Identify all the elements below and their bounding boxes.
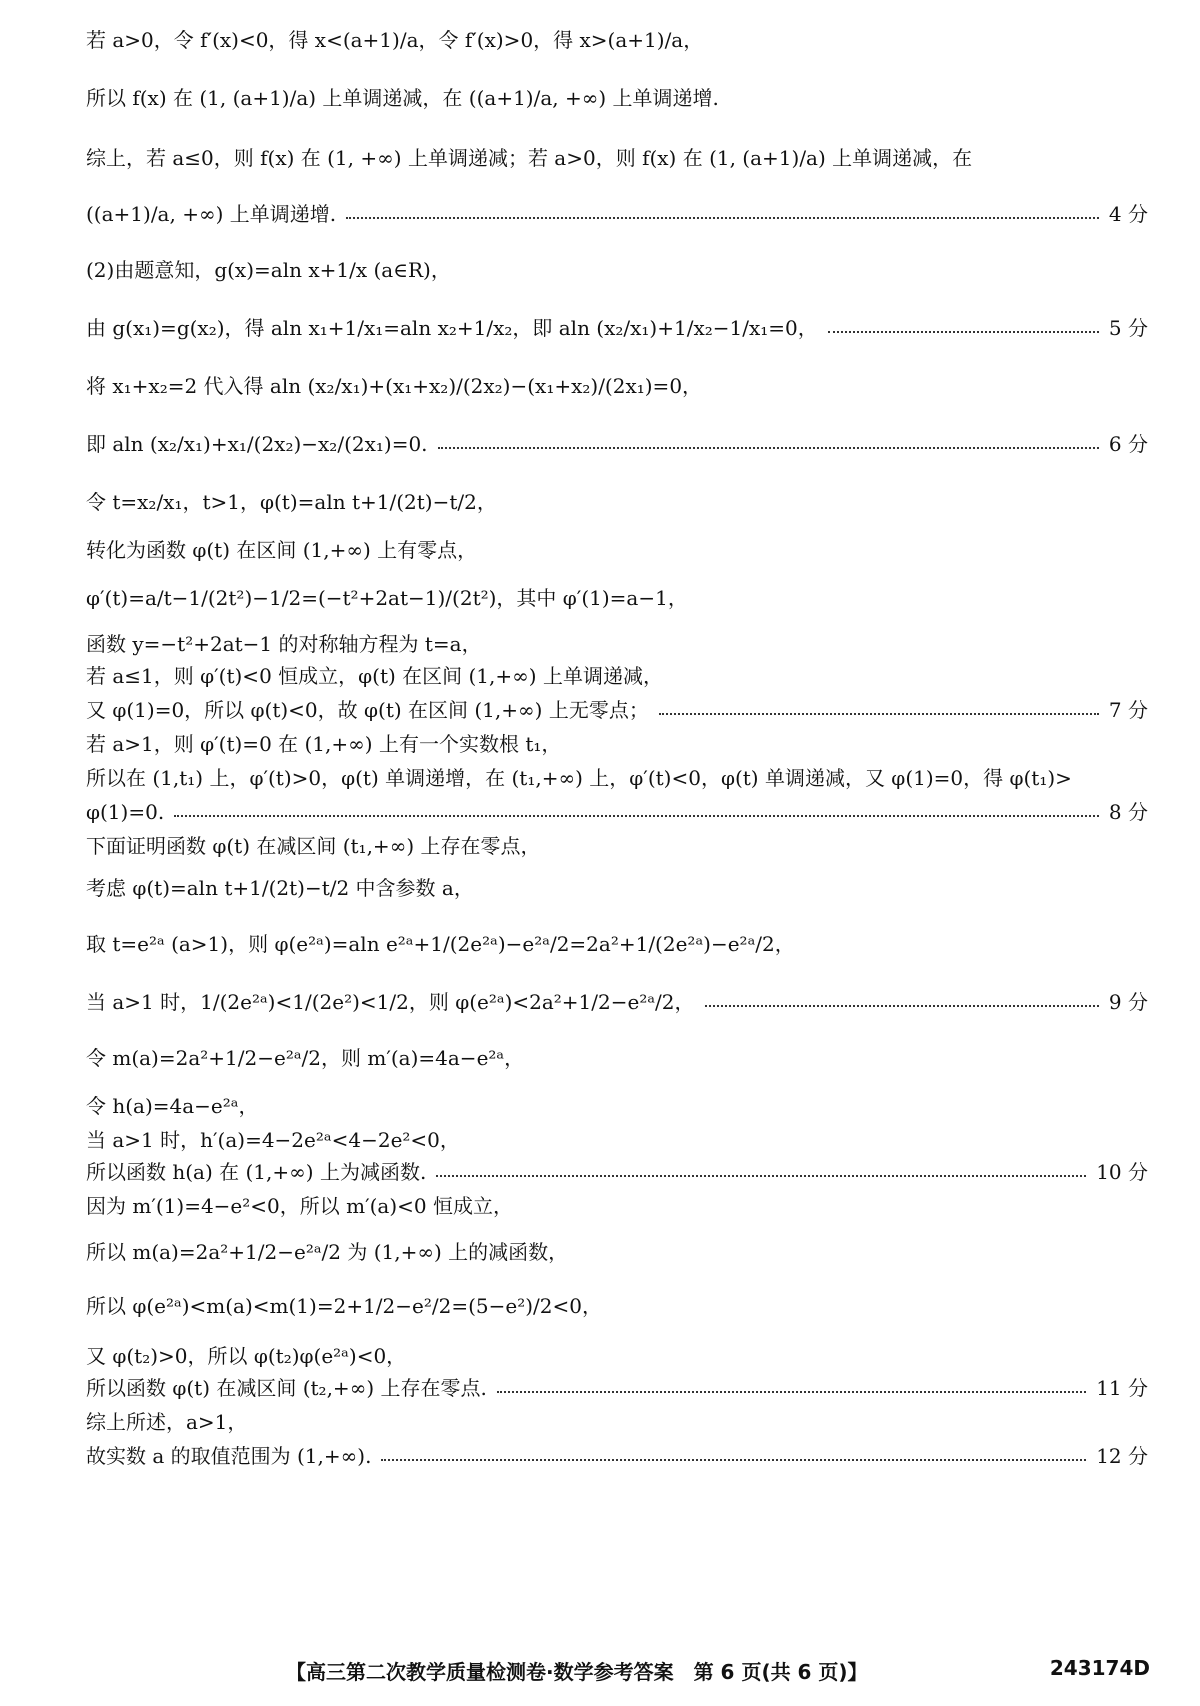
footer-title: 【高三第二次教学质量检测卷·数学参考答案 第 6 页(共 6 页)】 — [286, 1660, 868, 1684]
line-text: 故实数 a 的取值范围为 (1,+∞). — [86, 1444, 372, 1468]
dot-leader — [497, 1391, 1086, 1393]
solution-line — [86, 1094, 1148, 1118]
line-text: 又 φ(1)=0，所以 φ(t)<0，故 φ(t) 在区间 (1,+∞) 上无零点； — [86, 698, 649, 722]
solution-line — [86, 146, 1148, 170]
line-text: 即 aln (x₂/x₁)+x₁/(2x₂)−x₂/(2x₁)=0. — [86, 432, 428, 456]
score-label: 4 分 — [1108, 202, 1148, 226]
line-text: 又 φ(t₂)>0，所以 φ(t₂)φ(e²ᵃ)<0， — [86, 1344, 407, 1368]
dot-leader — [828, 331, 1099, 333]
solution-line — [86, 766, 1148, 790]
solution-line — [86, 28, 1148, 52]
solution-line — [86, 1444, 1148, 1468]
line-text: 若 a>0，令 f′(x)<0，得 x<(a+1)/a，令 f′(x)>0，得 x>(a+1)/a， — [86, 28, 704, 52]
line-text: 所以函数 h(a) 在 (1,+∞) 上为减函数. — [86, 1160, 427, 1184]
line-text: 考虑 φ(t)=aln t+1/(2t)−t/2 中含参数 a， — [86, 876, 474, 900]
line-text: 由 g(x₁)=g(x₂)，得 aln x₁+1/x₁=aln x₂+1/x₂，即 aln (x₂/x₁)+1/x₂−1/x₁=0， — [86, 316, 818, 340]
score-label: 12 分 — [1096, 1444, 1148, 1468]
solution-line — [86, 932, 1148, 956]
line-text: 将 x₁+x₂=2 代入得 aln (x₂/x₁)+(x₁+x₂)/(2x₂)−(x₁+x₂)/(2x₁)=0， — [86, 374, 703, 398]
line-text: 若 a≤1，则 φ′(t)<0 恒成立，φ(t) 在区间 (1,+∞) 上单调递减， — [86, 664, 663, 688]
line-text: 若 a>1，则 φ′(t)=0 在 (1,+∞) 上有一个实数根 t₁， — [86, 732, 562, 756]
line-text: 取 t=e²ᵃ (a>1)，则 φ(e²ᵃ)=aln e²ᵃ+1/(2e²ᵃ)−e²ᵃ/2=2a²+1/(2e²ᵃ)−e²ᵃ/2， — [86, 932, 795, 956]
dot-leader — [174, 815, 1099, 817]
line-text: 所以在 (1,t₁) 上，φ′(t)>0，φ(t) 单调递增，在 (t₁,+∞) 上，φ′(t)<0，φ(t) 单调递减，又 φ(1)=0，得 φ(t₁)> — [86, 766, 1072, 790]
solution-line — [86, 1160, 1148, 1184]
score-label: 7 分 — [1108, 698, 1148, 722]
dot-leader — [381, 1459, 1086, 1461]
solution-line — [86, 1344, 1148, 1368]
line-text: 令 h(a)=4a−e²ᵃ， — [86, 1094, 259, 1118]
line-text: 所以 f(x) 在 (1, (a+1)/a) 上单调递减，在 ((a+1)/a, +∞) 上单调递增. — [86, 86, 719, 110]
solution-line — [86, 86, 1148, 110]
solution-line — [86, 432, 1148, 456]
line-text: φ(1)=0. — [86, 800, 165, 824]
line-text: 令 m(a)=2a²+1/2−e²ᵃ/2，则 m′(a)=4a−e²ᵃ， — [86, 1046, 525, 1070]
solution-line — [86, 586, 1148, 610]
solution-line — [86, 538, 1148, 562]
line-text: (2)由题意知，g(x)=aln x+1/x (a∈R)， — [86, 258, 451, 282]
solution-line — [86, 990, 1148, 1014]
solution-line — [86, 800, 1148, 824]
line-text: 下面证明函数 φ(t) 在减区间 (t₁,+∞) 上存在零点， — [86, 834, 541, 858]
solution-line — [86, 258, 1148, 282]
line-text: 综上所述，a>1， — [86, 1410, 248, 1434]
solution-line — [86, 1294, 1148, 1318]
line-text: ((a+1)/a, +∞) 上单调递增. — [86, 202, 337, 226]
solution-line — [86, 1128, 1148, 1152]
solution-line — [86, 664, 1148, 688]
solution-line — [86, 1410, 1148, 1434]
solution-line — [86, 876, 1148, 900]
dot-leader — [705, 1005, 1099, 1007]
line-text: 当 a>1 时，1/(2e²ᵃ)<1/(2e²)<1/2，则 φ(e²ᵃ)<2a²+1/2−e²ᵃ/2， — [86, 990, 695, 1014]
score-label: 11 分 — [1096, 1376, 1148, 1400]
dot-leader — [436, 1175, 1086, 1177]
dot-leader — [659, 713, 1099, 715]
solution-line — [86, 732, 1148, 756]
solution-line — [86, 632, 1148, 656]
line-text: 因为 m′(1)=4−e²<0，所以 m′(a)<0 恒成立， — [86, 1194, 514, 1218]
footer-code: 243174D — [1049, 1656, 1150, 1680]
solution-line — [86, 1194, 1148, 1218]
solution-line — [86, 698, 1148, 722]
dot-leader — [438, 447, 1099, 449]
dot-leader — [346, 217, 1099, 219]
solution-line — [86, 202, 1148, 226]
score-label: 8 分 — [1108, 800, 1148, 824]
score-label: 10 分 — [1096, 1160, 1148, 1184]
solution-line — [86, 374, 1148, 398]
solution-line — [86, 1046, 1148, 1070]
line-text: 转化为函数 φ(t) 在区间 (1,+∞) 上有零点， — [86, 538, 478, 562]
solution-line — [86, 316, 1148, 340]
line-text: 令 t=x₂/x₁，t>1，φ(t)=aln t+1/(2t)−t/2， — [86, 490, 497, 514]
solution-line — [86, 1240, 1148, 1264]
solution-line — [86, 490, 1148, 514]
score-label: 9 分 — [1108, 990, 1148, 1014]
solution-line — [86, 834, 1148, 858]
score-label: 6 分 — [1108, 432, 1148, 456]
line-text: φ′(t)=a/t−1/(2t²)−1/2=(−t²+2at−1)/(2t²)，其中 φ′(1)=a−1， — [86, 586, 688, 610]
line-text: 所以函数 φ(t) 在减区间 (t₂,+∞) 上存在零点. — [86, 1376, 487, 1400]
score-label: 5 分 — [1108, 316, 1148, 340]
line-text: 综上，若 a≤0，则 f(x) 在 (1, +∞) 上单调递减；若 a>0，则 f(x) 在 (1, (a+1)/a) 上单调递减，在 — [86, 146, 973, 170]
line-text: 所以 φ(e²ᵃ)<m(a)<m(1)=2+1/2−e²/2=(5−e²)/2<0， — [86, 1294, 602, 1318]
solution-line — [86, 1376, 1148, 1400]
line-text: 当 a>1 时，h′(a)=4−2e²ᵃ<4−2e²<0， — [86, 1128, 460, 1152]
line-text: 函数 y=−t²+2at−1 的对称轴方程为 t=a， — [86, 632, 482, 656]
line-text: 所以 m(a)=2a²+1/2−e²ᵃ/2 为 (1,+∞) 上的减函数， — [86, 1240, 569, 1264]
